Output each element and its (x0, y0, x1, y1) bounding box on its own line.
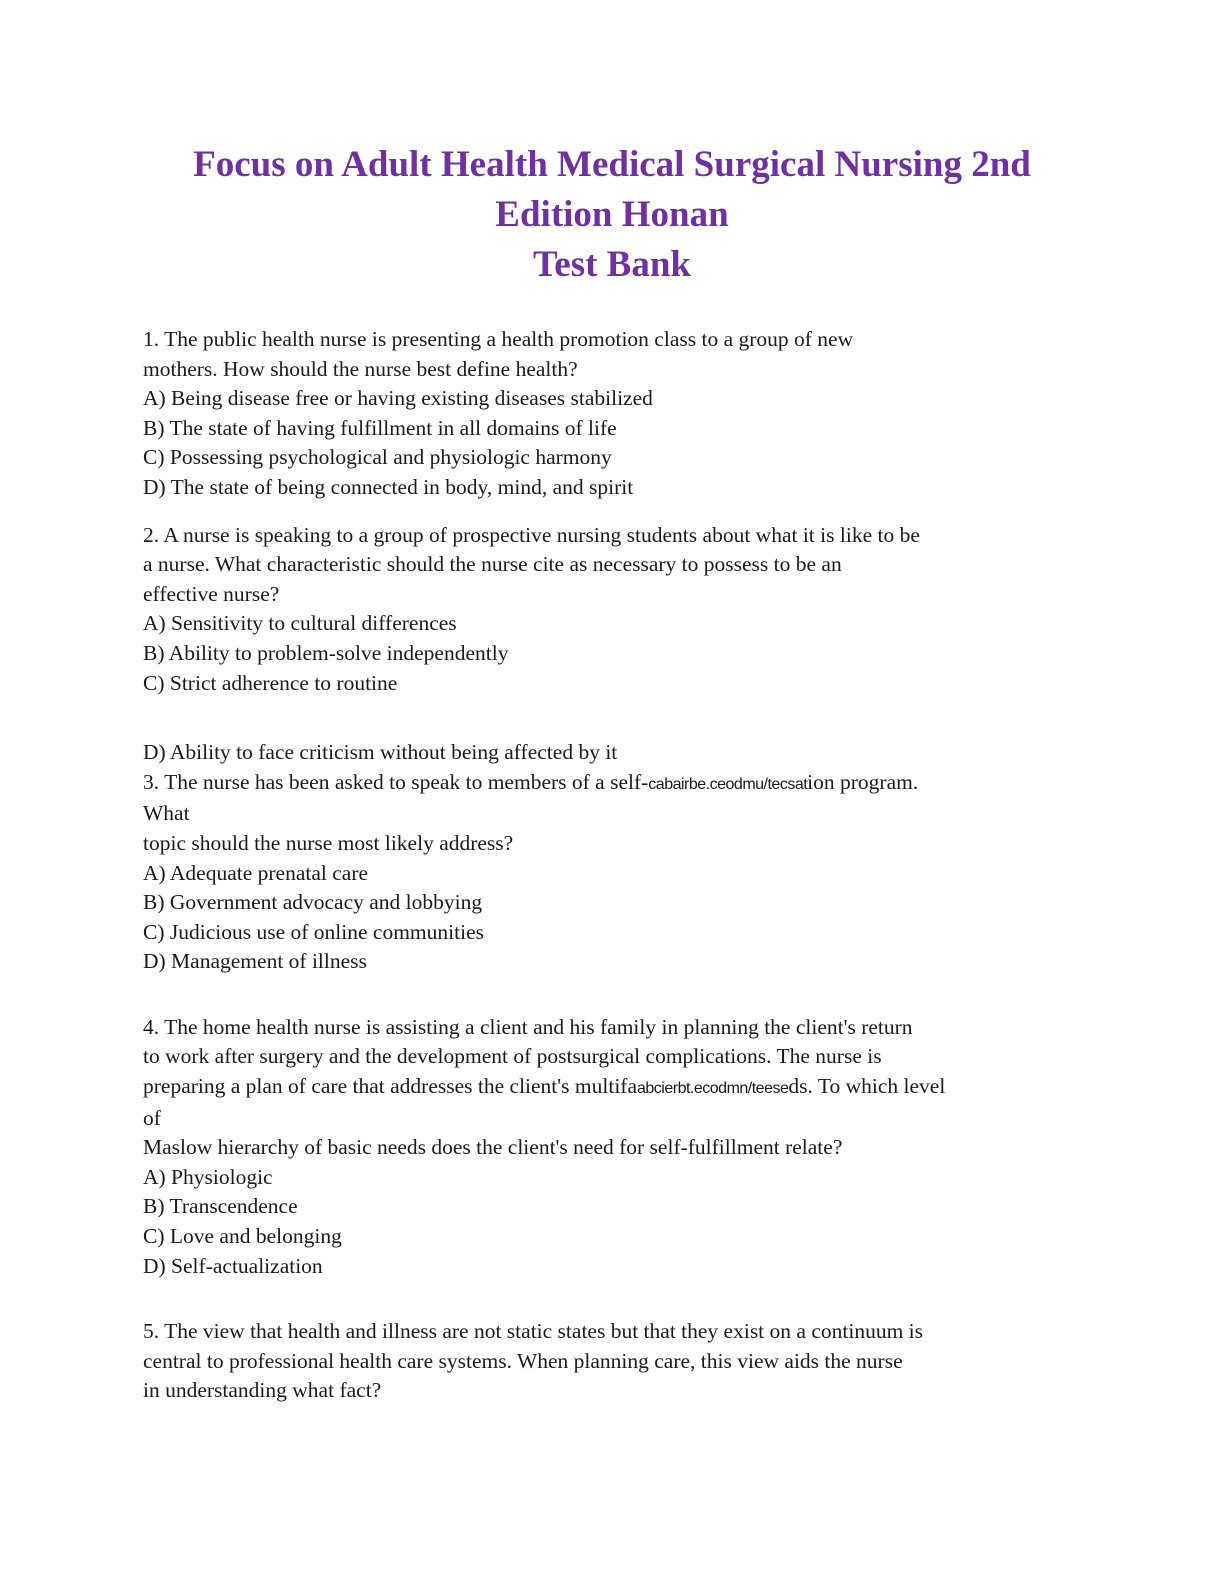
question-stem (143, 768, 1063, 800)
question-list (143, 325, 1063, 1406)
answer-option-d: D) Self-actualization (143, 1253, 323, 1278)
question-stem: 5. The view that health and illness are not static states but that they exist on a continuum is (143, 1319, 924, 1344)
answer-option-a: A) Physiologic (143, 1164, 273, 1189)
question-3 (143, 768, 1063, 977)
question-stem: of (143, 1105, 161, 1130)
question-stem (143, 1072, 1063, 1104)
title-line-1: Focus on Adult Health Medical Surgical Nursing 2nd (193, 144, 1031, 185)
answer-option-a: A) Sensitivity to cultural differences (143, 611, 457, 636)
question-stem: 4. The home health nurse is assisting a client and his family in planning the client's return (143, 1014, 913, 1039)
answer-option-c: C) Love and belonging (143, 1224, 342, 1249)
watermark-text: abcierbt.ecodmn/teese (637, 1080, 789, 1098)
question-stem: Maslow hierarchy of basic needs does the client's need for self-fulfillment relate? (143, 1135, 843, 1160)
stem-text: 3. The nurse has been asked to speak to members of a self- (143, 769, 649, 794)
answer-option-a: A) Being disease free or having existing diseases stabilized (143, 386, 653, 411)
question-stem: 2. A nurse is speaking to a group of prospective nursing students about what it is like to be (143, 522, 920, 547)
question-stem: mothers. How should the nurse best define health? (143, 356, 578, 381)
question-stem: topic should the nurse most likely address? (143, 830, 514, 855)
title-line-2: Edition Honan (495, 194, 729, 235)
question-stem: effective nurse? (143, 581, 280, 606)
answer-option-c: C) Judicious use of online communities (143, 919, 484, 944)
question-stem: central to professional health care systems. When planning care, this view aids the nurse (143, 1348, 903, 1373)
answer-option-d: D) The state of being connected in body, mind, and spirit (143, 474, 634, 499)
question-stem: to work after surgery and the development of postsurgical complications. The nurse is (143, 1044, 882, 1069)
question-stem: a nurse. What characteristic should the nurse cite as necessary to possess to be an (143, 552, 842, 577)
stem-text: preparing a plan of care that addresses the client's multifa (143, 1074, 637, 1099)
question-stem: in understanding what fact? (143, 1378, 382, 1403)
question-1 (143, 325, 1063, 503)
answer-option-c: C) Possessing psychological and physiologic harmony (143, 445, 612, 470)
question-2 (143, 521, 1063, 768)
answer-option-b: B) The state of having fulfillment in all domains of life (143, 415, 617, 440)
stem-text: ds. To which level (788, 1074, 946, 1099)
question-4 (143, 1013, 1063, 1281)
document-title (100, 140, 1124, 290)
answer-option-d: D) Management of illness (143, 949, 367, 974)
title-line-3: Test Bank (532, 244, 691, 285)
answer-option-a: A) Adequate prenatal care (143, 860, 369, 885)
question-5 (143, 1317, 1063, 1406)
answer-option-c: C) Strict adherence to routine (143, 670, 398, 695)
answer-option-d: D) Ability to face criticism without being affected by it (143, 740, 618, 765)
question-stem: What (143, 801, 190, 826)
question-stem: 1. The public health nurse is presenting a health promotion class to a group of new (143, 327, 854, 351)
stem-text: ion program. (807, 769, 919, 794)
watermark-text: cabairbe.ceodmu/tecsat (648, 775, 808, 793)
answer-option-b: B) Ability to problem-solve independently (143, 640, 509, 665)
answer-option-b: B) Government advocacy and lobbying (143, 890, 483, 915)
answer-option-b: B) Transcendence (143, 1194, 298, 1219)
